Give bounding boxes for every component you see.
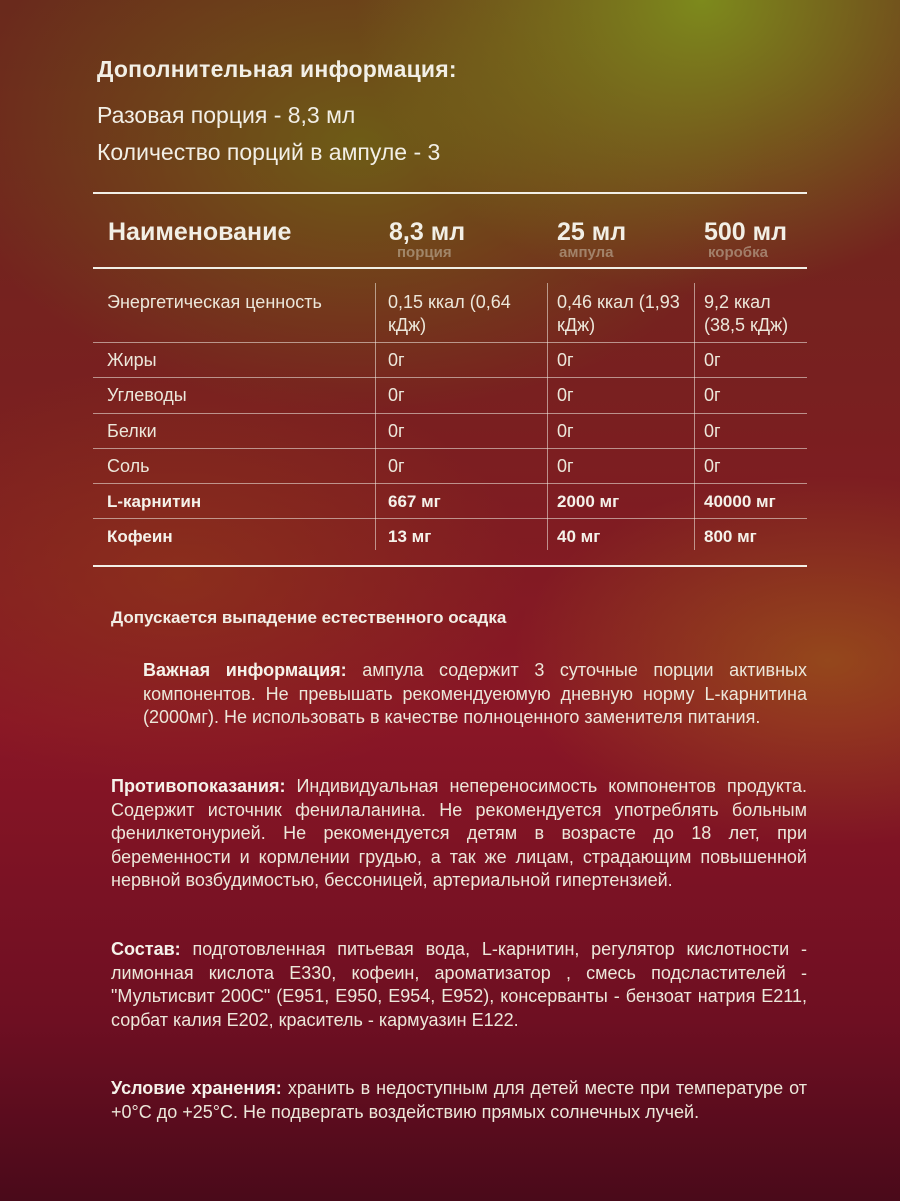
contraindications-text: Индивидуальная непереносимость компонентов продукта. Содержит источник фенилаланина. Не рекомендуется употреблять больным фенилкетонурией. Не рекомендуется детям в возрасте до 18 лет, при беременности и кормлении грудью, а так же лицам, страдающим повышенной нервной возбудимостью, бессоницей, артериальной гипертензией. — [111, 776, 807, 890]
table-header-rule — [93, 267, 807, 269]
important-info-label: Важная информация: — [143, 660, 347, 680]
table-row — [93, 343, 807, 378]
storage-paragraph — [111, 1077, 807, 1124]
header-col-ampoule-sub: ампула — [559, 244, 614, 261]
table-row — [93, 484, 807, 519]
serving-size: Разовая порция - 8,3 мл — [97, 102, 356, 128]
row-value-serving: 0г — [388, 350, 405, 370]
important-info-text: ампула содержит 3 суточные порции активных компонентов. Не превышать рекомендуеюмую дневную норму L-карнитина (2000мг). Не использовать в качестве полноценного заменителя питания. — [143, 660, 807, 727]
row-value-ampoule: 40 мг — [557, 527, 601, 546]
row-value-box: 9,2 ккал (38,5 кДж) — [704, 292, 789, 335]
row-value-serving: 0г — [388, 421, 405, 441]
row-value-ampoule: 2000 мг — [557, 492, 620, 511]
contraindications-label: Противопоказания: — [111, 776, 286, 796]
row-value-box: 0г — [704, 421, 721, 441]
composition-label: Состав: — [111, 939, 181, 959]
header-col-serving-sub: порция — [397, 244, 452, 261]
header-col-ampoule: 25 мл — [557, 218, 627, 246]
header-col-box: 500 мл — [704, 218, 788, 246]
header-col-box-sub: коробка — [708, 244, 768, 261]
row-value-box: 800 мг — [704, 527, 757, 546]
header-col-serving: 8,3 мл — [389, 218, 466, 246]
composition-paragraph — [111, 938, 807, 1032]
servings-per-ampoule: Количество порций в ампуле - 3 — [97, 139, 441, 165]
row-value-box: 40000 мг — [704, 492, 776, 511]
table-row — [93, 283, 807, 343]
sediment-note: Допускается выпадение естественного осадка — [111, 608, 507, 627]
row-value-ampoule: 0г — [557, 385, 574, 405]
header-name: Наименование — [108, 218, 292, 246]
table-bottom-rule — [93, 565, 807, 567]
table-row — [93, 519, 807, 550]
additional-info-title: Дополнительная информация: — [97, 56, 457, 82]
row-value-serving: 0г — [388, 456, 405, 476]
row-value-ampoule: 0г — [557, 350, 574, 370]
row-value-box: 0г — [704, 456, 721, 476]
row-name: Белки — [107, 421, 157, 441]
row-value-box: 0г — [704, 350, 721, 370]
row-value-ampoule: 0г — [557, 421, 574, 441]
table-row — [93, 414, 807, 449]
row-name: Углеводы — [107, 385, 187, 405]
row-name: Жиры — [107, 350, 157, 370]
row-name: Соль — [107, 456, 150, 476]
important-info-paragraph — [143, 659, 807, 730]
contraindications-paragraph — [111, 775, 807, 893]
row-value-serving: 13 мг — [388, 527, 432, 546]
composition-text: подготовленная питьевая вода, L-карнитин, регулятор кислотности - лимонная кислота Е330, кофеин, ароматизатор , смесь подсластителей - "Мультисвит 200С" (Е951, Е950, Е954, Е952), консерванты - бензоат натрия Е211, сорбат калия Е202, краситель - кармуазин Е122. — [111, 939, 807, 1030]
table-row — [93, 449, 807, 484]
storage-label: Условие хранения: — [111, 1078, 282, 1098]
table-top-rule — [93, 192, 807, 194]
row-value-ampoule: 0г — [557, 456, 574, 476]
row-value-serving: 0,15 ккал (0,64 кДж) — [388, 292, 511, 335]
row-value-ampoule: 0,46 ккал (1,93 кДж) — [557, 292, 680, 335]
storage-text: хранить в недоступным для детей месте при температуре от +0°С до +25°С. Не подвергать воздействию прямых солнечных лучей. — [111, 1078, 807, 1122]
table-row — [93, 378, 807, 414]
row-value-serving: 667 мг — [388, 492, 441, 511]
row-name: L-карнитин — [107, 492, 202, 511]
row-name: Энергетическая ценность — [107, 292, 322, 312]
row-value-box: 0г — [704, 385, 721, 405]
row-name: Кофеин — [107, 527, 173, 546]
row-value-serving: 0г — [388, 385, 405, 405]
